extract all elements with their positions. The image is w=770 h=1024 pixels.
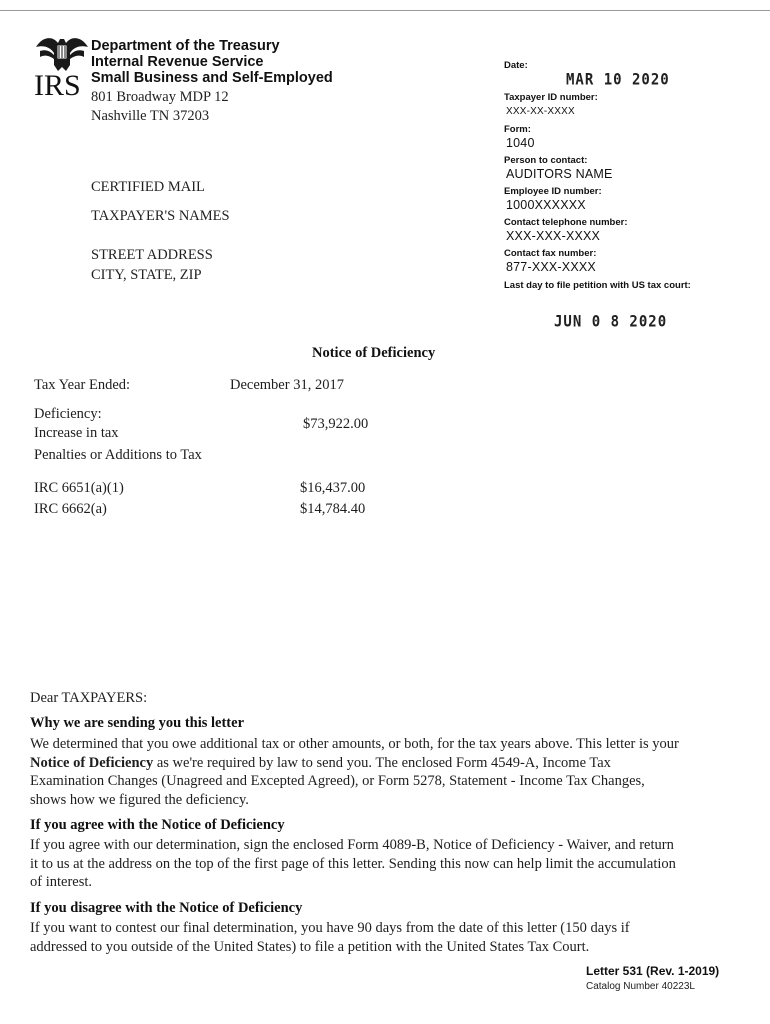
penalty-1-label: IRC 6651(a)(1) [34, 480, 124, 496]
phone-value: XXX-XXX-XXXX [506, 229, 601, 243]
deficiency-label: Deficiency: [34, 406, 102, 422]
recipient-city-state-zip: CITY, STATE, ZIP [91, 267, 202, 283]
paragraph-agree-line-3: of interest. [30, 874, 93, 890]
mail-type: CERTIFIED MAIL [91, 179, 205, 195]
top-rule [0, 10, 770, 11]
taxpayer-id-value: XXX-XX-XXXX [506, 106, 575, 117]
paragraph-disagree-line-2: addressed to you outside of the United States) to file a petition with the United States Tax Court. [30, 938, 590, 955]
form-value: 1040 [506, 136, 535, 150]
tax-year-label: Tax Year Ended: [34, 377, 131, 393]
paragraph-agree-line-1: If you agree with our determination, sign the enclosed Form 4089-B, Notice of Deficiency - Waiver, and return [30, 837, 674, 853]
agency-line-1: Department of the Treasury [91, 38, 280, 54]
irs-address-line-2: Nashville TN 37203 [91, 108, 210, 124]
increase-label: Increase in tax [34, 425, 119, 441]
form-label: Form: [504, 124, 531, 135]
phone-label: Contact telephone number: [504, 217, 628, 228]
paragraph-why-line-3: Examination Changes (Unagreed and Excepted Agreed), or Form 5278, Statement - Income Tax Changes, [30, 773, 645, 789]
recipient-names: TAXPAYER'S NAMES [91, 208, 230, 224]
fax-label: Contact fax number: [504, 248, 597, 259]
eagle-icon [34, 33, 90, 73]
paragraph-agree-line-2: it to us at the address on the top of the first page of this letter. Sending this now can help limit the accumulation [30, 855, 676, 872]
penalty-1-value: $16,437.00 [300, 480, 366, 496]
contact-label: Person to contact: [504, 155, 588, 166]
contact-value: AUDITORS NAME [506, 167, 613, 181]
paragraph-why-line-2-rest: as we're required by law to send you. The enclosed Form 4549-A, Income Tax [153, 754, 611, 771]
irs-logo-text: IRS [34, 69, 81, 102]
notice-of-deficiency-emphasis: Notice of Deficiency [30, 754, 154, 771]
heading-disagree: If you disagree with the Notice of Deficiency [30, 900, 303, 916]
penalty-2-value: $14,784.40 [300, 501, 366, 517]
date-label: Date: [504, 60, 528, 71]
agency-line-2: Internal Revenue Service [91, 54, 264, 70]
letter-id: Letter 531 (Rev. 1-2019) [586, 964, 720, 978]
recipient-street: STREET ADDRESS [91, 247, 213, 263]
employee-id-value: 1000XXXXXX [506, 198, 586, 212]
paragraph-disagree-line-1: If you want to contest our final determination, you have 90 days from the date of this letter (150 days if [30, 920, 630, 936]
penalty-2-label: IRC 6662(a) [34, 501, 107, 517]
paragraph-agree [30, 836, 750, 892]
paragraph-why-line-2 [30, 754, 750, 773]
agency-line-3: Small Business and Self-Employed [91, 70, 333, 86]
taxpayer-id-label: Taxpayer ID number: [504, 92, 598, 103]
paragraph-disagree [30, 919, 750, 956]
greeting: Dear TAXPAYERS: [30, 690, 148, 706]
paragraph-why-line-4: shows how we figured the deficiency. [30, 791, 249, 808]
heading-why: Why we are sending you this letter [30, 715, 245, 731]
heading-agree: If you agree with the Notice of Deficiency [30, 817, 285, 833]
petition-label: Last day to file petition with US tax court: [504, 280, 691, 291]
petition-date-stamp: JUN 0 8 2020 [554, 312, 668, 332]
notice-title: Notice of Deficiency [312, 345, 436, 361]
paragraph-why-line-1: We determined that you owe additional tax or other amounts, or both, for the tax years above. This letter is your [30, 736, 679, 752]
employee-id-label: Employee ID number: [504, 186, 602, 197]
tax-year-value: December 31, 2017 [230, 377, 344, 393]
catalog-number: Catalog Number 40223L [586, 981, 695, 992]
paragraph-why [30, 735, 750, 809]
increase-value: $73,922.00 [303, 416, 369, 432]
penalties-label: Penalties or Additions to Tax [34, 447, 202, 463]
fax-value: 877-XXX-XXXX [506, 260, 596, 274]
irs-address-line-1: 801 Broadway MDP 12 [91, 89, 229, 105]
irs-logo [34, 33, 90, 101]
date-stamp: MAR 10 2020 [566, 70, 670, 90]
